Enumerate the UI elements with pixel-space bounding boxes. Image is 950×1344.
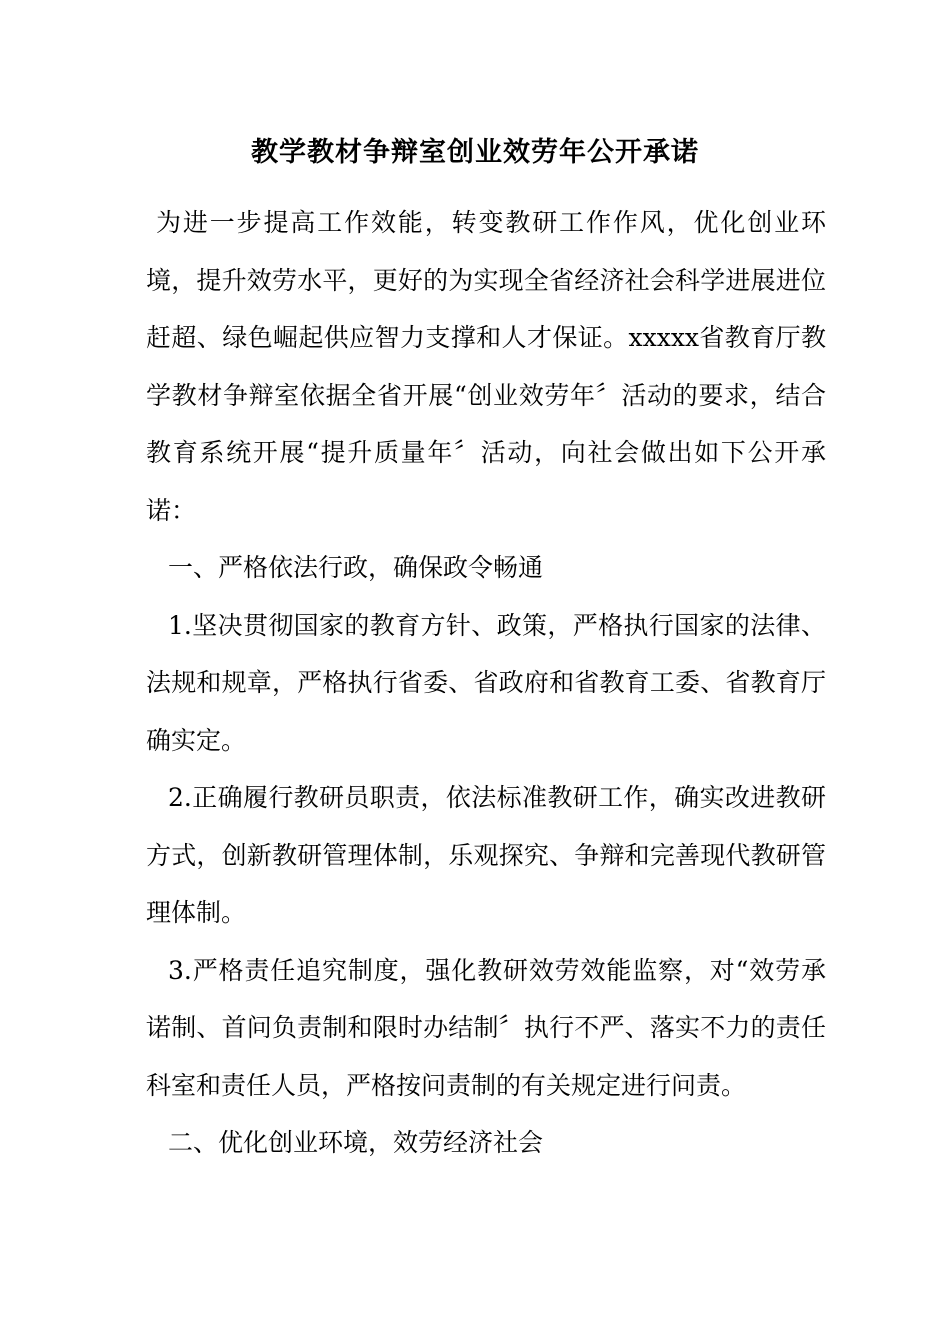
document-body: [146, 194, 826, 1172]
section-heading-2: 二、优化创业环境，效劳经济社会: [168, 1128, 544, 1157]
list-item-3: 3.严格责任追究制度，强化教研效劳效能监察，对“效劳承诺制、首问负责制和限时办结制〞执行不严、落实不力的责任科室和责任人员，严格按问责制的有关规定进行问责。: [146, 955, 826, 1100]
list-item-2: 2.正确履行教研员职责，依法标准教研工作，确实改进教研方式，创新教研管理体制，乐观探究、争辩和完善现代教研管理体制。: [146, 783, 826, 927]
document-title: 教学教材争辩室创业效劳年公开承诺: [251, 137, 699, 168]
list-item-1: 1.坚决贯彻国家的教育方针、政策，严格执行国家的法律、法规和规章，严格执行省委、省政府和省教育工委、省教育厅确实定。: [146, 610, 826, 755]
intro-paragraph: 为进一步提高工作效能，转变教研工作作风，优化创业环境，提升效劳水平，更好的为实现全省经济社会科学进展进位赶超、绿色崛起供应智力支撑和人才保证。xxxxx省教育厅教学教材争辩室依据全省开展“创业效劳年〞活动的要求，结合教育系统开展“提升质量年〞活动，向社会做出如下公开承诺：: [146, 208, 826, 525]
section-heading-1: 一、严格依法行政，确保政令畅通: [168, 553, 544, 582]
